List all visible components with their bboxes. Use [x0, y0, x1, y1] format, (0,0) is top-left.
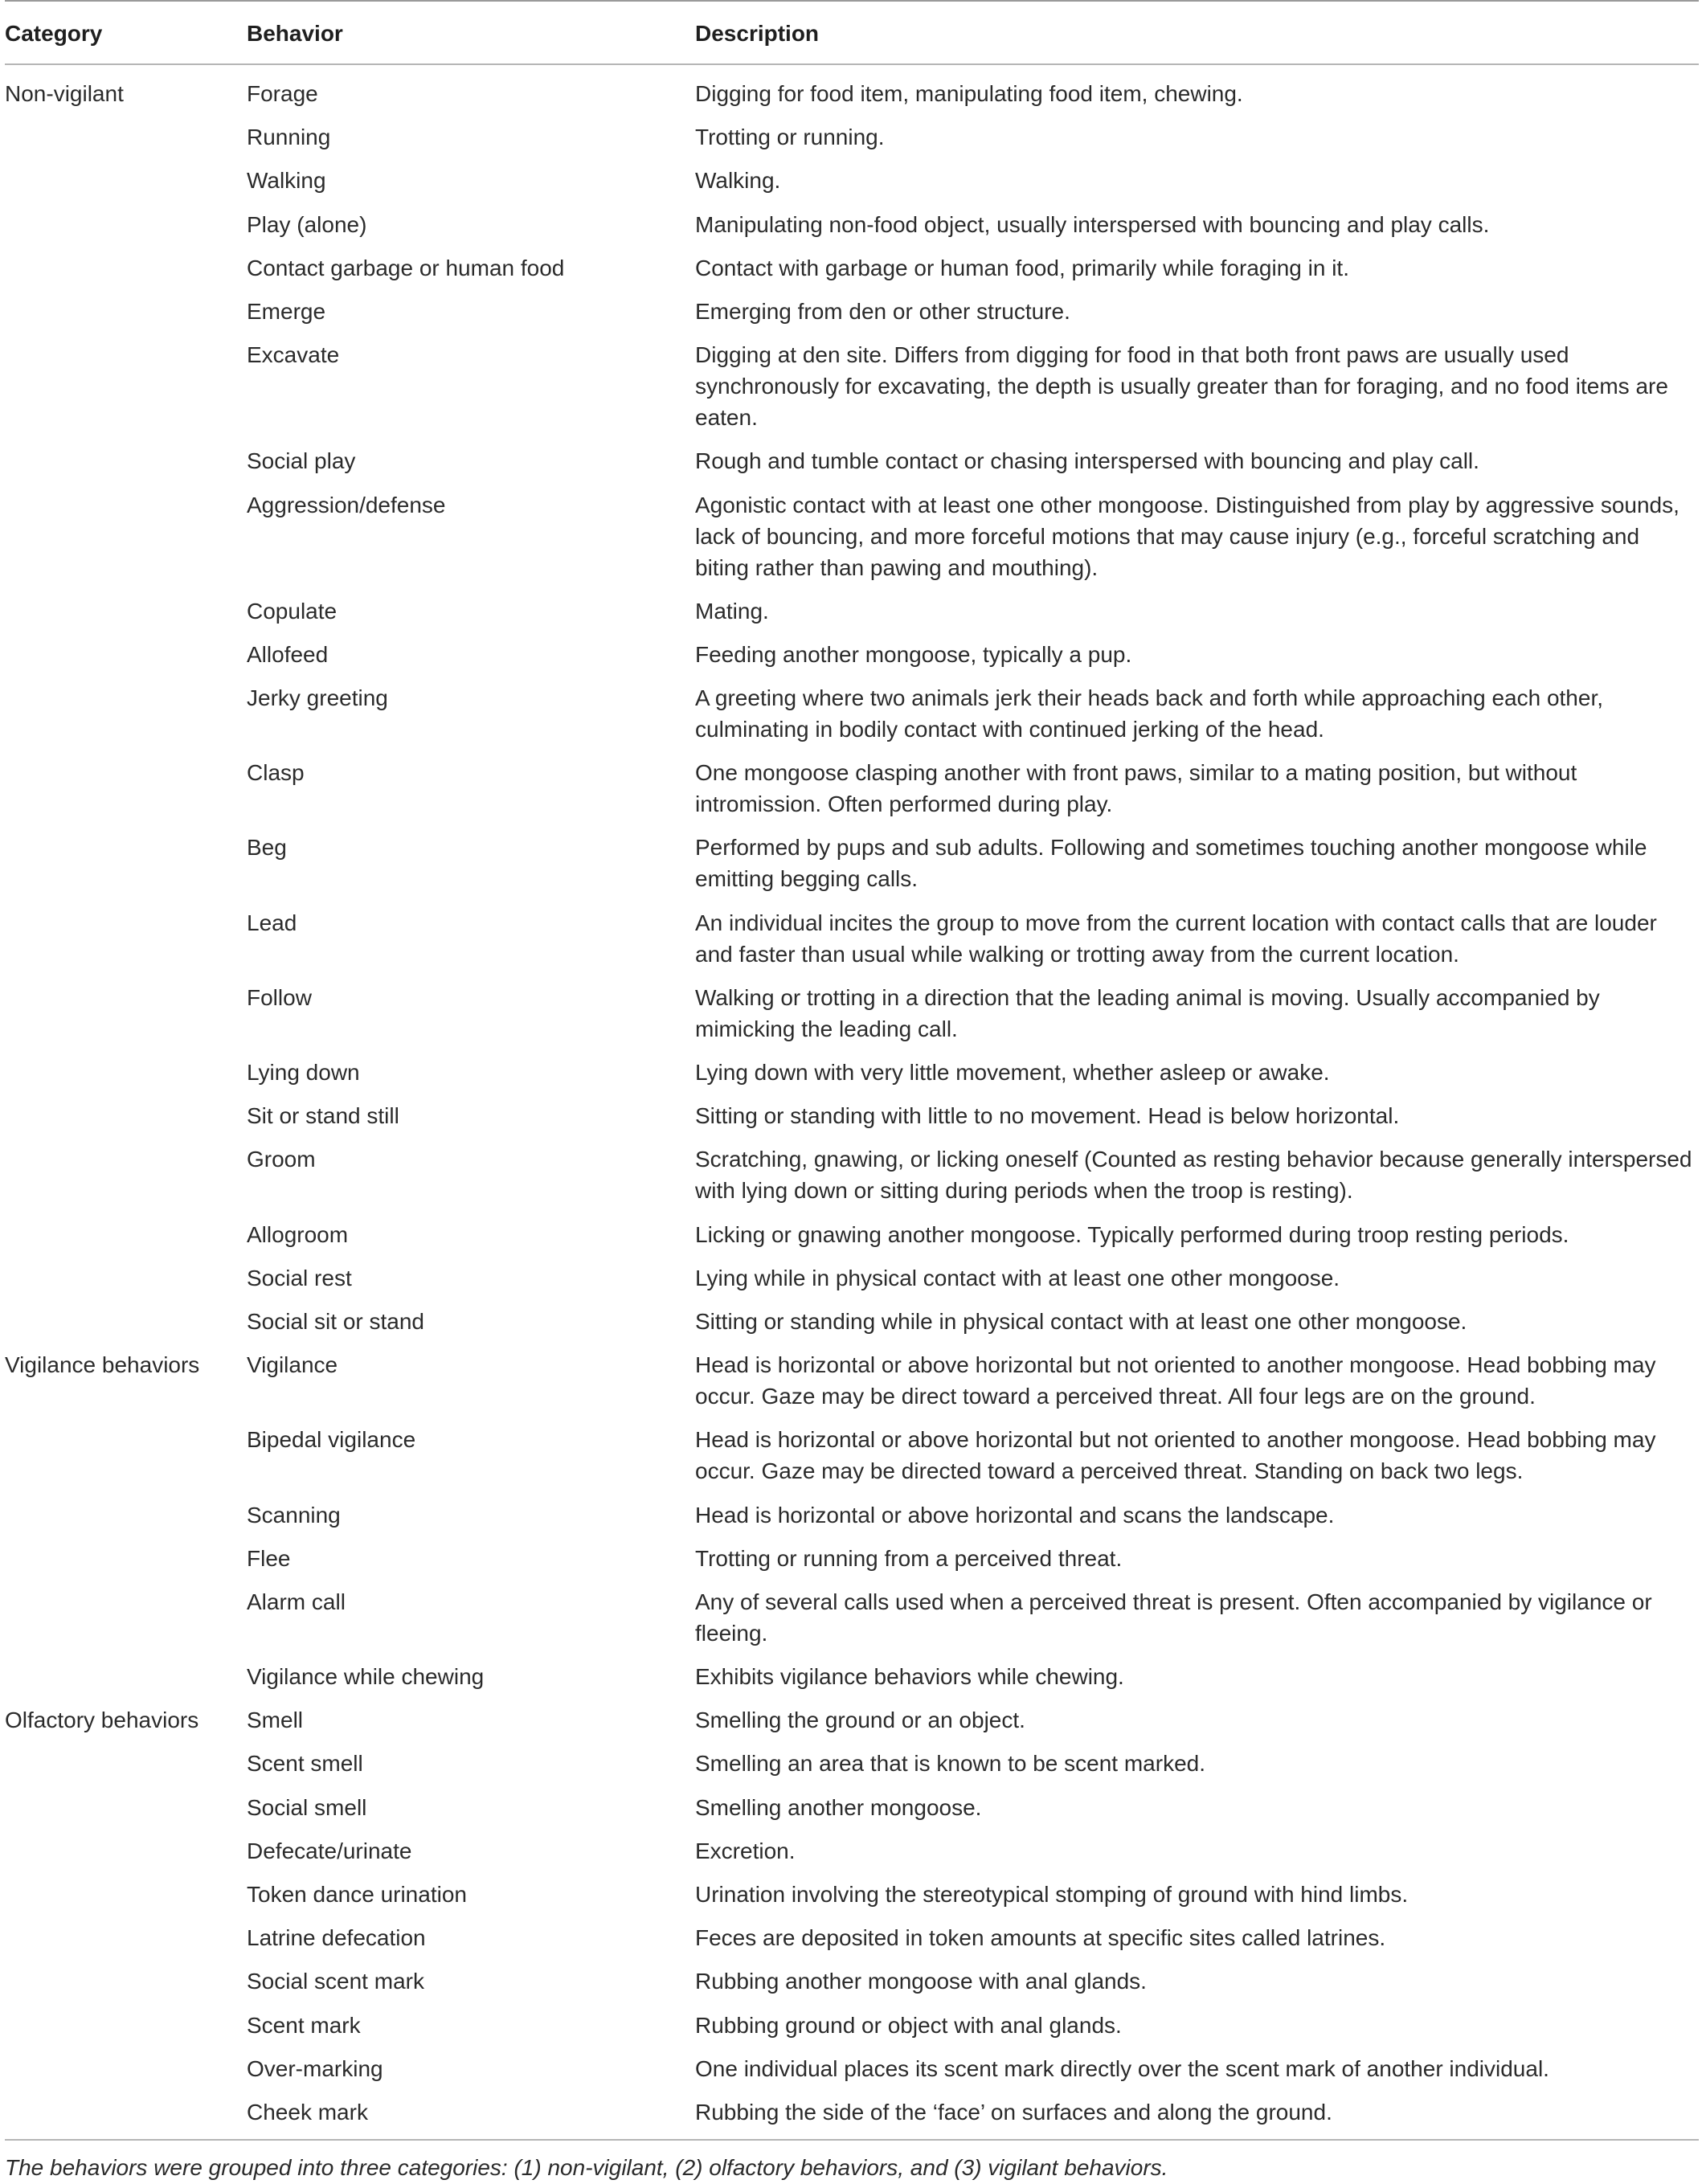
cell-behavior: Defecate/urinate: [247, 1838, 412, 1863]
cell-description: Lying down with very little movement, whether asleep or awake.: [695, 1060, 1330, 1085]
table-row: [5, 2090, 1699, 2140]
table-row: [5, 1213, 1699, 1256]
table-row: [5, 1741, 1699, 1785]
cell-category: [5, 2003, 247, 2047]
cell-behavior: Social play: [247, 448, 356, 474]
cell-description: Manipulating non-food object, usually interspersed with bouncing and play calls.: [695, 211, 1490, 237]
header-behavior: Behavior: [247, 1, 695, 64]
table-row: [5, 115, 1699, 158]
cell-category: [5, 1137, 247, 1212]
cell-behavior: Allogroom: [247, 1221, 349, 1247]
cell-behavior: Social scent mark: [247, 1969, 424, 1994]
table-footnote: The behaviors were grouped into three categories: (1) non-vigilant, (2) olfactory behaviors, and (3) vigilant behaviors.: [5, 2154, 1168, 2180]
table-row: [5, 1580, 1699, 1654]
cell-behavior: Sit or stand still: [247, 1103, 399, 1129]
cell-description: Smelling an area that is known to be scent marked.: [695, 1751, 1206, 1777]
cell-description: Digging at den site. Differs from digging for food in that both front paws are usually used synchronously for excavating, the depth is usually greater than for foraging, and no food items are eaten.: [695, 342, 1668, 431]
table-row: [5, 1137, 1699, 1212]
cell-behavior: Allofeed: [247, 641, 329, 667]
table-row: [5, 439, 1699, 482]
table-row: [5, 2003, 1699, 2047]
table-row: [5, 1785, 1699, 1829]
cell-behavior: Play (alone): [247, 211, 367, 237]
table-row: [5, 1343, 1699, 1417]
cell-category: Olfactory behaviors: [5, 1708, 199, 1733]
header-category: Category: [5, 1, 247, 64]
cell-description: Agonistic contact with at least one other mongoose. Distinguished from play by aggressive sounds, lack of bouncing, and more forceful motions that may cause injury (e.g., forceful scratching and biting rather than pawing and mouthing).: [695, 492, 1679, 580]
table-row: [5, 825, 1699, 900]
cell-description: Lying while in physical contact with at least one other mongoose.: [695, 1265, 1340, 1290]
cell-category: [5, 1829, 247, 1872]
cell-description: Head is horizontal or above horizontal but not oriented to another mongoose. Head bobbing may occur. Gaze may be direct toward a perceived threat. All four legs are on the ground.: [695, 1352, 1656, 1409]
cell-category: [5, 1741, 247, 1785]
table-header: [5, 1, 1699, 64]
cell-description: Head is horizontal or above horizontal but not oriented to another mongoose. Head bobbing may occur. Gaze may be directed toward a perceived threat. Standing on back two legs.: [695, 1427, 1656, 1484]
cell-behavior: Smell: [247, 1708, 304, 1733]
table-row: [5, 632, 1699, 676]
cell-description: Digging for food item, manipulating food item, chewing.: [695, 81, 1243, 106]
table-row: [5, 1493, 1699, 1536]
table-row: [5, 1256, 1699, 1299]
cell-behavior: Social smell: [247, 1794, 367, 1820]
cell-description: An individual incites the group to move from the current location with contact calls that are louder and faster than usual while walking or trotting away from the current location.: [695, 910, 1657, 967]
header-description: Description: [695, 1, 1699, 64]
cell-behavior: Forage: [247, 81, 318, 106]
cell-description: Sitting or standing while in physical contact with at least one other mongoose.: [695, 1308, 1467, 1334]
cell-behavior: Scanning: [247, 1502, 341, 1528]
table-row: [5, 333, 1699, 439]
cell-category: [5, 1417, 247, 1492]
table-body: [5, 64, 1699, 2140]
cell-description: Smelling another mongoose.: [695, 1794, 982, 1820]
cell-behavior: Follow: [247, 984, 312, 1010]
cell-description: Exhibits vigilance behaviors while chewing.: [695, 1664, 1124, 1690]
cell-description: One mongoose clasping another with front paws, similar to a mating position, but without intromission. Often performed during play.: [695, 760, 1577, 817]
cell-behavior: Bipedal vigilance: [247, 1427, 416, 1453]
cell-description: Urination involving the stereotypical stomping of ground with hind limbs.: [695, 1882, 1409, 1907]
table-row: [5, 1050, 1699, 1094]
table-row: [5, 246, 1699, 289]
cell-behavior: Jerky greeting: [247, 685, 388, 711]
cell-category: [5, 439, 247, 482]
cell-category: [5, 1654, 247, 1698]
cell-category: [5, 333, 247, 439]
table-row: [5, 202, 1699, 246]
cell-description: Trotting or running from a perceived threat.: [695, 1545, 1123, 1571]
cell-category: [5, 825, 247, 900]
table-row: [5, 676, 1699, 750]
behavior-table: [5, 0, 1699, 2141]
cell-category: [5, 158, 247, 202]
table-row: [5, 901, 1699, 975]
cell-behavior: Emerge: [247, 298, 326, 324]
table-row: [5, 2047, 1699, 2090]
cell-description: Scratching, gnawing, or licking oneself (Counted as resting behavior because generally interspersed with lying down or sitting during periods when the troop is resting).: [695, 1147, 1692, 1204]
cell-category: Non-vigilant: [5, 81, 124, 106]
cell-description: Rubbing the side of the ‘face’ on surfaces and along the ground.: [695, 2090, 1699, 2140]
cell-category: [5, 1050, 247, 1094]
cell-behavior: Clasp: [247, 760, 305, 786]
cell-description: Licking or gnawing another mongoose. Typically performed during troop resting periods.: [695, 1221, 1569, 1247]
cell-behavior: Aggression/defense: [247, 492, 446, 517]
cell-category: [5, 1916, 247, 1959]
cell-category: [5, 1872, 247, 1916]
cell-description: A greeting where two animals jerk their heads back and forth while approaching each other, culminating in bodily contact with continued jerking of the head.: [695, 685, 1604, 742]
cell-category: [5, 1493, 247, 1536]
table-row: [5, 158, 1699, 202]
cell-category: [5, 632, 247, 676]
cell-behavior: Copulate: [247, 598, 338, 624]
cell-category: [5, 289, 247, 333]
cell-description: Excretion.: [695, 1838, 796, 1863]
cell-description: Walking.: [695, 168, 781, 194]
cell-description: Walking or trotting in a direction that the leading animal is moving. Usually accompanied by mimicking the leading call.: [695, 984, 1600, 1041]
cell-behavior: Walking: [247, 168, 326, 194]
cell-category: [5, 1959, 247, 2002]
cell-category: [5, 1580, 247, 1654]
cell-category: [5, 246, 247, 289]
cell-behavior: Vigilance: [247, 1352, 338, 1378]
cell-category: [5, 901, 247, 975]
cell-description: Contact with garbage or human food, primarily while foraging in it.: [695, 255, 1349, 280]
header-row: [5, 1, 1699, 64]
table-row: [5, 289, 1699, 333]
cell-description: One individual places its scent mark directly over the scent mark of another individual.: [695, 2055, 1549, 2081]
cell-behavior: Scent mark: [247, 2012, 361, 2038]
cell-behavior: Flee: [247, 1545, 291, 1571]
cell-category: [5, 676, 247, 750]
cell-description: Feces are deposited in token amounts at specific sites called latrines.: [695, 1925, 1386, 1951]
cell-category: [5, 589, 247, 632]
cell-category: Vigilance behaviors: [5, 1352, 200, 1378]
cell-category: [5, 1094, 247, 1137]
cell-behavior: Lying down: [247, 1060, 360, 1085]
cell-behavior: Alarm call: [247, 1589, 346, 1614]
table-row: [5, 483, 1699, 589]
cell-behavior: Lead: [247, 910, 297, 935]
cell-behavior: Social sit or stand: [247, 1308, 424, 1334]
cell-behavior: Vigilance while chewing: [247, 1664, 485, 1690]
cell-behavior: Latrine defecation: [247, 1925, 426, 1951]
cell-description: Rubbing ground or object with anal glands.: [695, 2012, 1122, 2038]
table-row: [5, 1959, 1699, 2002]
cell-behavior: Contact garbage or human food: [247, 255, 565, 280]
cell-description: Performed by pups and sub adults. Following and sometimes touching another mongoose while emitting begging calls.: [695, 835, 1647, 892]
cell-behavior: Cheek mark: [247, 2090, 695, 2140]
cell-description: Rubbing another mongoose with anal glands.: [695, 1969, 1147, 1994]
cell-behavior: Social rest: [247, 1265, 352, 1290]
cell-description: Rough and tumble contact or chasing interspersed with bouncing and play call.: [695, 448, 1479, 474]
table-row: [5, 1654, 1699, 1698]
cell-description: Smelling the ground or an object.: [695, 1708, 1025, 1733]
cell-category: [5, 1536, 247, 1580]
cell-description: Trotting or running.: [695, 125, 885, 150]
table-row: [5, 1829, 1699, 1872]
cell-category: [5, 750, 247, 825]
table-row: [5, 1916, 1699, 1959]
cell-behavior: Excavate: [247, 342, 340, 368]
cell-category: [5, 1299, 247, 1343]
cell-category: [5, 1256, 247, 1299]
table-row: [5, 1536, 1699, 1580]
table-row: [5, 750, 1699, 825]
cell-behavior: Running: [247, 125, 331, 150]
table-row: [5, 1698, 1699, 1741]
cell-behavior: Beg: [247, 835, 287, 861]
cell-description: Mating.: [695, 598, 769, 624]
cell-category: [5, 2090, 247, 2140]
cell-description: Any of several calls used when a perceived threat is present. Often accompanied by vigilance or fleeing.: [695, 1589, 1652, 1646]
cell-behavior: Scent smell: [247, 1751, 363, 1777]
cell-description: Head is horizontal or above horizontal and scans the landscape.: [695, 1502, 1335, 1528]
table-row: [5, 1417, 1699, 1492]
cell-category: [5, 115, 247, 158]
cell-category: [5, 1785, 247, 1829]
cell-behavior: Groom: [247, 1147, 316, 1172]
cell-category: [5, 483, 247, 589]
cell-category: [5, 2047, 247, 2090]
cell-description: Sitting or standing with little to no movement. Head is below horizontal.: [695, 1103, 1400, 1129]
cell-category: [5, 1213, 247, 1256]
table-row: [5, 975, 1699, 1050]
table-row: [5, 1299, 1699, 1343]
cell-behavior: Over-marking: [247, 2055, 383, 2081]
cell-description: Emerging from den or other structure.: [695, 298, 1070, 324]
cell-category: [5, 202, 247, 246]
cell-category: [5, 975, 247, 1050]
table-row: [5, 589, 1699, 632]
table-row: [5, 1872, 1699, 1916]
cell-behavior: Token dance urination: [247, 1882, 467, 1907]
cell-description: Feeding another mongoose, typically a pup.: [695, 641, 1132, 667]
table-row: [5, 64, 1699, 115]
table-row: [5, 1094, 1699, 1137]
